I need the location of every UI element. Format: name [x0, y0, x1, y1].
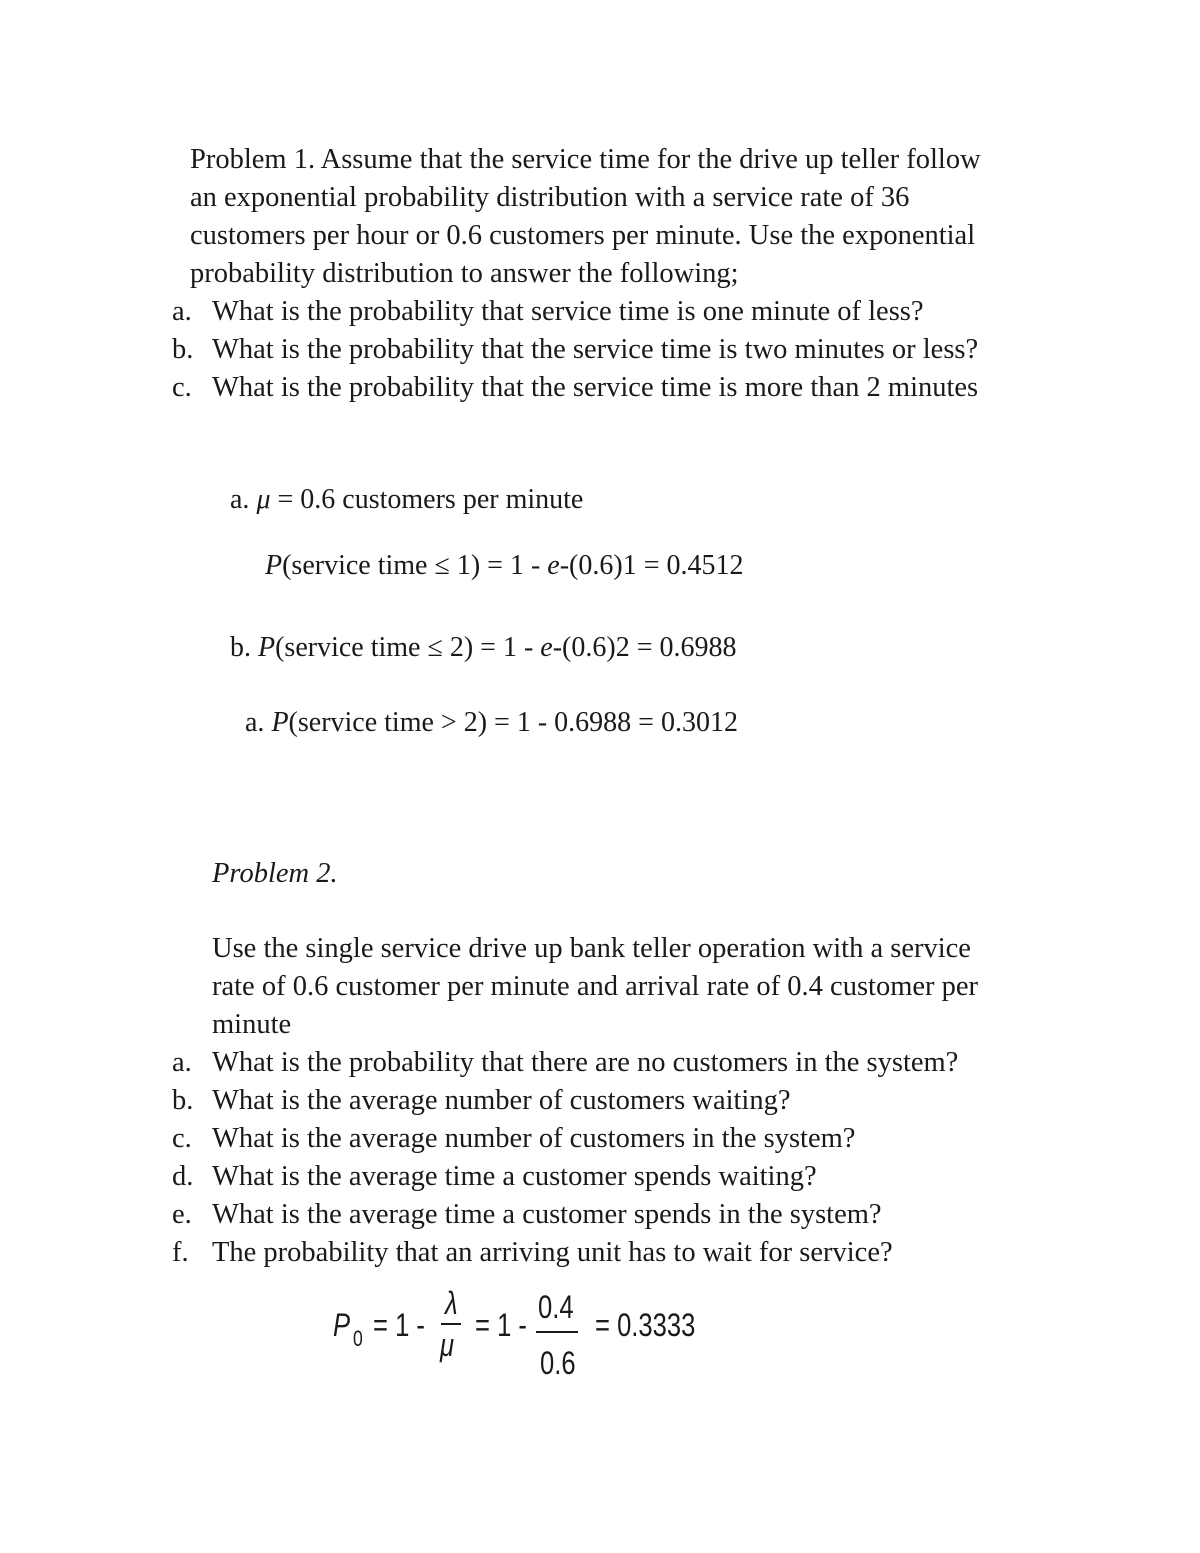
list-marker: a. — [172, 296, 192, 327]
solution-a-line1 — [230, 481, 583, 519]
probability-symbol: P — [265, 550, 283, 581]
lambda-symbol: λ — [445, 1285, 458, 1321]
question-text: What is the probability that there are no customers in the system? — [212, 1047, 959, 1078]
question-text: What is the probability that the service time is more than 2 minutes — [212, 372, 979, 403]
list-marker: e. — [172, 1199, 192, 1230]
probability-symbol: P — [258, 632, 276, 663]
list-marker: c. — [172, 372, 192, 403]
equals-one-minus: = 1 - — [373, 1307, 425, 1343]
formula-result: = 0.3333 — [595, 1307, 696, 1343]
list-item — [172, 293, 978, 331]
fraction-bar — [441, 1323, 461, 1325]
solution-text: = 0.6 customers per minute — [277, 484, 584, 515]
question-text: The probability that an arriving unit has to wait for service? — [212, 1237, 893, 1268]
question-text: What is the average number of customers waiting? — [212, 1085, 791, 1116]
euler-symbol: e — [547, 550, 560, 581]
problem2-statement — [212, 930, 1072, 1044]
problem1-line: customers per hour or 0.6 customers per minute. Use the exponential — [190, 220, 976, 251]
list-marker: a. — [245, 707, 265, 738]
problem2-title — [212, 855, 338, 893]
mu-symbol: μ — [440, 1327, 455, 1363]
problem2-line: minute — [212, 1009, 292, 1040]
denominator: 0.6 — [540, 1345, 576, 1381]
solution-text: -(0.6)2 = 0.6988 — [552, 632, 737, 663]
list-marker: b. — [230, 632, 251, 663]
list-item — [172, 1044, 958, 1082]
problem1-statement — [190, 141, 1070, 293]
list-marker: f. — [172, 1237, 189, 1268]
problem1-line: an exponential probability distribution with a service rate of 36 — [190, 182, 910, 213]
list-marker: b. — [172, 1085, 194, 1116]
solution-b-line — [230, 629, 737, 667]
solution-c-line — [245, 704, 738, 742]
problem2-title-text: Problem 2. — [212, 858, 338, 889]
numerator: 0.4 — [538, 1289, 574, 1325]
question-text: What is the probability that the service time is two minutes or less? — [212, 334, 979, 365]
list-item — [172, 1120, 958, 1158]
list-item — [172, 1196, 958, 1234]
problem1-question-list — [172, 293, 978, 407]
question-text: What is the average time a customer spends in the system? — [212, 1199, 882, 1230]
list-item — [172, 369, 978, 407]
solution-a-line2 — [265, 547, 744, 585]
solution-text: -(0.6)1 = 0.4512 — [559, 550, 744, 581]
problem2-line: Use the single service drive up bank teller operation with a service — [212, 933, 971, 964]
list-item — [172, 331, 978, 369]
question-text: What is the probability that service time is one minute of less? — [212, 296, 924, 327]
list-marker: d. — [172, 1161, 194, 1192]
solution-text: (service time > 2) = 1 - 0.6988 = 0.3012 — [288, 707, 738, 738]
mu-symbol: μ — [256, 484, 271, 515]
question-text: What is the average time a customer spends waiting? — [212, 1161, 817, 1192]
list-marker: c. — [172, 1123, 192, 1154]
p0-formula — [333, 1285, 713, 1395]
list-marker: a. — [172, 1047, 192, 1078]
list-item — [172, 1082, 958, 1120]
list-item — [172, 1158, 958, 1196]
equals-one-minus: = 1 - — [475, 1307, 527, 1343]
solution-text: (service time ≤ 1) = 1 - — [282, 550, 548, 581]
subscript-zero: 0 — [353, 1326, 363, 1351]
list-marker: b. — [172, 334, 194, 365]
list-item — [172, 1234, 958, 1272]
problem2-question-list — [172, 1044, 958, 1272]
question-text: What is the average number of customers in the system? — [212, 1123, 856, 1154]
probability-symbol: P — [271, 707, 289, 738]
solution-text: (service time ≤ 2) = 1 - — [275, 632, 541, 663]
list-marker: a. — [230, 484, 250, 515]
euler-symbol: e — [540, 632, 553, 663]
problem2-line: rate of 0.6 customer per minute and arrival rate of 0.4 customer per — [212, 971, 979, 1002]
fraction-bar — [536, 1331, 578, 1333]
p-symbol: P — [333, 1307, 351, 1343]
problem1-line: Problem 1. Assume that the service time for the drive up teller follow — [190, 144, 981, 175]
problem1-line: probability distribution to answer the following; — [190, 258, 739, 289]
